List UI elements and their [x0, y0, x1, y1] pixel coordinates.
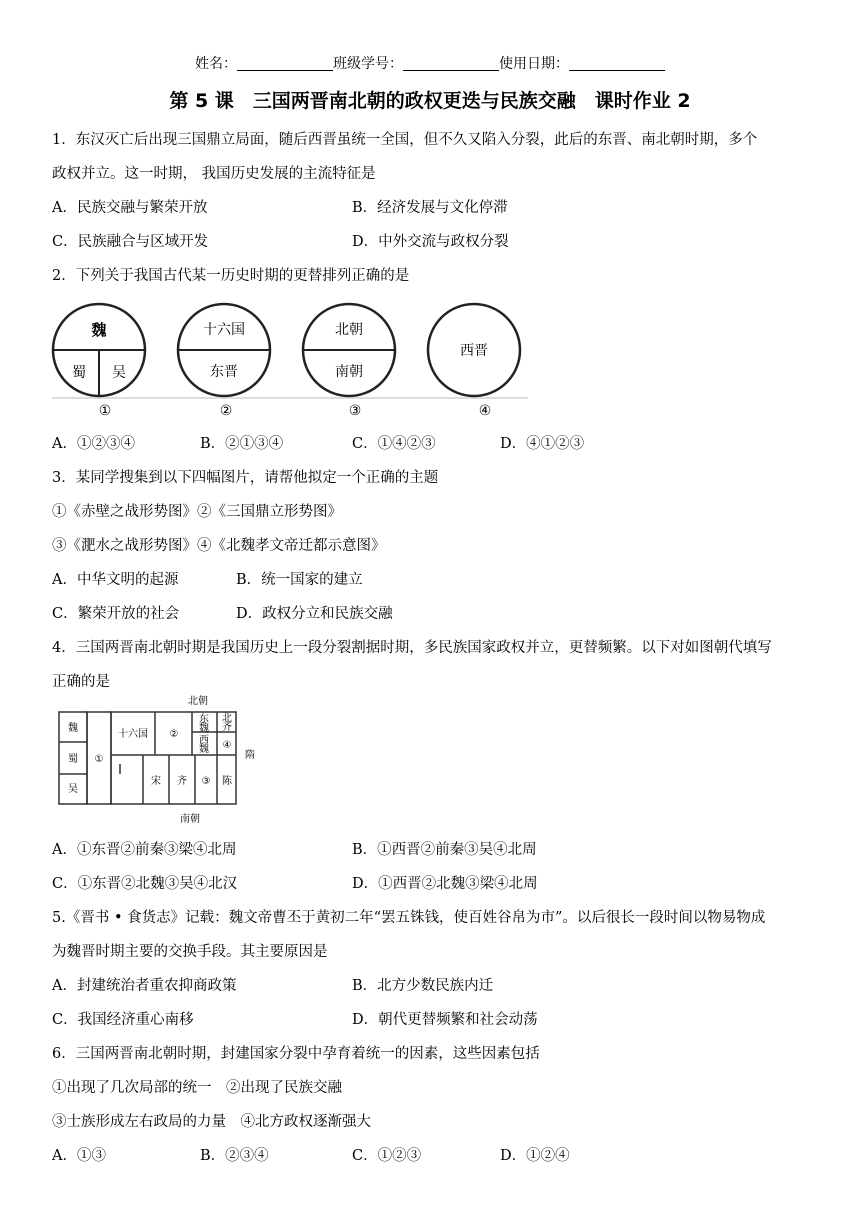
circle-northern-southern — [303, 304, 395, 419]
q5-stem-line2: 为魏晋时期主要的交换手段。其主要原因是 — [52, 944, 328, 960]
q3-option-a[interactable]: A．中华文明的起源 — [52, 572, 179, 588]
blank-1-cell: ① — [94, 754, 104, 765]
circle3-top: 北朝 — [335, 322, 363, 338]
q5-stem-line1: 5.《晋书 • 食货志》记载：魏文帝曹丕于黄初二年“罢五铢钱，使百姓谷帛为市”。以后很长一段时间以物易物成 — [52, 910, 766, 926]
blank-2-cell: ② — [169, 729, 179, 740]
q4-option-b[interactable]: B．①西晋②前秦③吴④北周 — [352, 842, 537, 858]
wei-cell: 魏 — [68, 723, 78, 734]
q6-stem: 6．三国两晋南北朝时期，封建国家分裂中孕育着统一的因素，这些因素包括 — [52, 1046, 540, 1062]
q4-option-c[interactable]: C．①东晋②北魏③吴④北汉 — [52, 876, 238, 892]
circle-sixteen-kingdoms — [178, 304, 270, 419]
name-blank[interactable] — [237, 56, 333, 71]
northern-qi-cell-b: 齐 — [222, 722, 232, 733]
q4-dynasty-diagram — [52, 692, 262, 827]
sui-label: 隋 — [245, 750, 255, 761]
class-label: 班级学号： — [333, 56, 403, 72]
q2-option-d[interactable]: D．④①②③ — [500, 436, 585, 452]
q6-item-line2: ③士族形成左右政局的力量 ④北方政权逐渐强大 — [52, 1114, 371, 1130]
blank-4-cell: ④ — [222, 740, 232, 751]
q6-option-d[interactable]: D．①②④ — [500, 1148, 570, 1164]
q6-option-c[interactable]: C．①②③ — [352, 1148, 422, 1164]
q3-option-b[interactable]: B．统一国家的建立 — [236, 572, 363, 588]
class-blank[interactable] — [403, 56, 499, 71]
circle2-number: ② — [219, 403, 233, 419]
circle3-number: ③ — [348, 403, 362, 419]
student-info-header — [0, 53, 860, 73]
sixteen-kingdoms-cell: 十六国 — [118, 729, 148, 740]
q3-option-d[interactable]: D．政权分立和民族交融 — [236, 606, 393, 622]
date-blank[interactable] — [569, 56, 665, 71]
blank-3-cell: ③ — [201, 776, 211, 787]
shu-cell: 蜀 — [68, 754, 78, 765]
eastern-wei-cell-b: 魏 — [199, 723, 209, 734]
q4-stem-line2: 正确的是 — [52, 674, 110, 690]
western-wei-cell-a: 西 — [199, 735, 209, 746]
eastern-wei-cell-a: 东 — [199, 714, 209, 725]
q5-option-a[interactable]: A．封建统治者重农抑商政策 — [52, 978, 237, 994]
name-label: 姓名： — [195, 56, 237, 72]
q4-option-d[interactable]: D．①西晋②北魏③梁④北周 — [352, 876, 538, 892]
q6-option-b[interactable]: B．②③④ — [200, 1148, 269, 1164]
q1-stem-line1: 1．东汉灭亡后出现三国鼎立局面，随后西晋虽统一全国，但不久又陷入分裂，此后的东晋、南北朝时期，多个 — [52, 132, 758, 148]
circle-western-jin — [428, 304, 520, 419]
q4-option-a[interactable]: A．①东晋②前秦③梁④北周 — [52, 842, 237, 858]
q5-option-c[interactable]: C．我国经济重心南移 — [52, 1012, 194, 1028]
circle2-top: 十六国 — [203, 322, 245, 338]
circle1-bottom-right: 吴 — [112, 365, 126, 381]
q5-option-b[interactable]: B．北方少数民族内迁 — [352, 978, 494, 994]
circle2-bottom: 东晋 — [210, 364, 238, 380]
north-dynasties-label: 北朝 — [188, 696, 208, 707]
q2-option-b[interactable]: B．②①③④ — [200, 436, 284, 452]
q3-item-line1: ①《赤壁之战形势图》②《三国鼎立形势图》 — [52, 504, 342, 520]
q4-stem-line1: 4．三国两晋南北朝时期是我国历史上一段分裂割据时期，多民族国家政权并立，更替频繁。以下对如图朝代填写 — [52, 640, 772, 656]
circle-three-kingdoms — [53, 304, 145, 419]
wu-cell: 吴 — [68, 784, 78, 795]
q2-stem: 2．下列关于我国古代某一历史时期的更替排列正确的是 — [52, 268, 410, 284]
q2-option-a[interactable]: A．①②③④ — [52, 436, 135, 452]
circle4-number: ④ — [478, 403, 492, 419]
western-wei-cell-b: 魏 — [199, 744, 209, 755]
circle4-center: 西晋 — [460, 343, 488, 359]
northern-qi-cell-a: 北 — [222, 713, 232, 724]
q1-option-c[interactable]: C．民族融合与区域开发 — [52, 234, 209, 250]
q1-option-a[interactable]: A．民族交融与繁荣开放 — [52, 200, 208, 216]
south-dynasties-label: 南朝 — [180, 814, 200, 825]
circle1-number: ① — [98, 403, 112, 419]
qi-cell: 齐 — [177, 776, 187, 787]
circle3-bottom: 南朝 — [335, 364, 363, 380]
circle1-bottom-left: 蜀 — [72, 365, 86, 381]
q3-stem: 3．某同学搜集到以下四幅图片，请帮他拟定一个正确的主题 — [52, 470, 439, 486]
page-title: 第 5 课 三国两晋南北朝的政权更迭与民族交融 课时作业 2 — [169, 90, 691, 112]
q1-option-d[interactable]: D．中外交流与政权分裂 — [352, 234, 509, 250]
song-cell: 宋 — [151, 776, 161, 787]
q5-option-d[interactable]: D．朝代更替频繁和社会动荡 — [352, 1012, 538, 1028]
chen-cell: 陈 — [222, 776, 232, 787]
q6-item-line1: ①出现了几次局部的统一 ②出现了民族交融 — [52, 1080, 342, 1096]
q2-circles-figure — [48, 298, 534, 423]
q1-option-b[interactable]: B．经济发展与文化停滞 — [352, 200, 508, 216]
q1-stem-line2: 政权并立。这一时期， 我国历史发展的主流特征是 — [52, 166, 376, 182]
q3-item-line2: ③《淝水之战形势图》④《北魏孝文帝迁都示意图》 — [52, 538, 386, 554]
circle1-top: 魏 — [91, 321, 107, 339]
q3-option-c[interactable]: C．繁荣开放的社会 — [52, 606, 180, 622]
date-label: 使用日期： — [499, 56, 569, 72]
q2-option-c[interactable]: C．①④②③ — [352, 436, 436, 452]
q6-option-a[interactable]: A．①③ — [52, 1148, 106, 1164]
